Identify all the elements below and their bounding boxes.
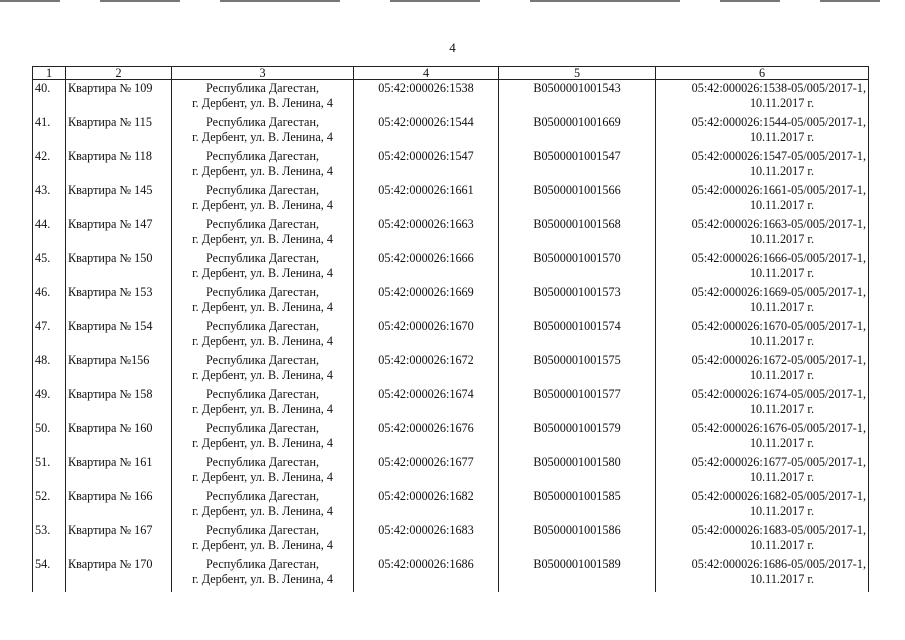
cadastral-number: 05:42:000026:1669 xyxy=(354,284,499,318)
registration-number: 05:42:000026:1670-05/005/2017-1, xyxy=(691,318,866,333)
address-line-1: Республика Дагестан, xyxy=(205,318,320,333)
registration-cell xyxy=(656,114,869,148)
apartment-name: Квартира № 145 xyxy=(66,182,172,216)
registration-date: 10.11.2017 г. xyxy=(749,367,815,382)
registration-number: 05:42:000026:1663-05/005/2017-1, xyxy=(691,216,866,231)
registration-number: 05:42:000026:1661-05/005/2017-1, xyxy=(691,182,866,197)
registry-code: В0500001001577 xyxy=(499,386,656,420)
table-header xyxy=(33,67,869,80)
apartment-name: Квартира № 167 xyxy=(66,522,172,556)
registration-number: 05:42:000026:1547-05/005/2017-1, xyxy=(691,148,866,163)
address-cell xyxy=(172,216,354,250)
cadastral-number: 05:42:000026:1672 xyxy=(354,352,499,386)
address-line-1: Республика Дагестан, xyxy=(205,250,320,265)
table-row xyxy=(33,454,869,488)
registry-code: В0500001001566 xyxy=(499,182,656,216)
column-header-3: 3 xyxy=(172,67,354,80)
apartment-name: Квартира № 166 xyxy=(66,488,172,522)
registration-cell xyxy=(656,182,869,216)
row-number: 51. xyxy=(33,454,66,488)
address-line-2: г. Дербент, ул. В. Ленина, 4 xyxy=(192,299,333,314)
column-header-4: 4 xyxy=(354,67,499,80)
address-cell xyxy=(172,80,354,114)
address-line-1: Республика Дагестан, xyxy=(205,522,320,537)
apartment-name: Квартира №156 xyxy=(66,352,172,386)
row-number: 40. xyxy=(33,80,66,114)
address-line-1: Республика Дагестан, xyxy=(205,148,320,163)
registration-cell xyxy=(656,386,869,420)
apartment-name: Квартира № 153 xyxy=(66,284,172,318)
address-line-1: Республика Дагестан, xyxy=(205,352,320,367)
registration-date: 10.11.2017 г. xyxy=(749,231,815,246)
registration-date: 10.11.2017 г. xyxy=(749,401,815,416)
address-line-1: Республика Дагестан, xyxy=(205,556,320,571)
address-cell xyxy=(172,420,354,454)
row-number: 42. xyxy=(33,148,66,182)
registration-number: 05:42:000026:1674-05/005/2017-1, xyxy=(691,386,866,401)
cadastral-number: 05:42:000026:1670 xyxy=(354,318,499,352)
apartment-name: Квартира № 147 xyxy=(66,216,172,250)
cadastral-number: 05:42:000026:1682 xyxy=(354,488,499,522)
registry-code: В0500001001573 xyxy=(499,284,656,318)
row-number: 44. xyxy=(33,216,66,250)
address-cell xyxy=(172,250,354,284)
address-line-2: г. Дербент, ул. В. Ленина, 4 xyxy=(192,333,333,348)
row-number: 50. xyxy=(33,420,66,454)
registration-cell xyxy=(656,454,869,488)
row-number: 54. xyxy=(33,556,66,592)
registration-date: 10.11.2017 г. xyxy=(749,435,815,450)
table-row xyxy=(33,556,869,592)
registration-cell xyxy=(656,318,869,352)
cadastral-number: 05:42:000026:1674 xyxy=(354,386,499,420)
registration-date: 10.11.2017 г. xyxy=(749,469,815,484)
address-line-1: Республика Дагестан, xyxy=(205,81,320,95)
cadastral-number: 05:42:000026:1686 xyxy=(354,556,499,592)
column-header-5: 5 xyxy=(499,67,656,80)
cadastral-number: 05:42:000026:1538 xyxy=(354,80,499,114)
address-line-2: г. Дербент, ул. В. Ленина, 4 xyxy=(192,163,333,178)
registration-number: 05:42:000026:1666-05/005/2017-1, xyxy=(691,250,866,265)
registration-cell xyxy=(656,148,869,182)
registration-number: 05:42:000026:1676-05/005/2017-1, xyxy=(691,420,866,435)
registry-code: В0500001001585 xyxy=(499,488,656,522)
table-row xyxy=(33,216,869,250)
address-line-1: Республика Дагестан, xyxy=(205,488,320,503)
registration-cell xyxy=(656,216,869,250)
row-number: 46. xyxy=(33,284,66,318)
registration-date: 10.11.2017 г. xyxy=(749,537,815,552)
row-number: 41. xyxy=(33,114,66,148)
table-row xyxy=(33,284,869,318)
registration-date: 10.11.2017 г. xyxy=(749,503,815,518)
column-header-2: 2 xyxy=(66,67,172,80)
registry-code: В0500001001580 xyxy=(499,454,656,488)
row-number: 43. xyxy=(33,182,66,216)
registration-date: 10.11.2017 г. xyxy=(749,299,815,314)
table-row xyxy=(33,250,869,284)
registration-cell xyxy=(656,488,869,522)
apartment-name: Квартира № 160 xyxy=(66,420,172,454)
registration-number: 05:42:000026:1544-05/005/2017-1, xyxy=(691,114,866,129)
address-cell xyxy=(172,454,354,488)
address-cell xyxy=(172,284,354,318)
address-line-1: Республика Дагестан, xyxy=(205,284,320,299)
registry-code: В0500001001586 xyxy=(499,522,656,556)
registration-cell xyxy=(656,250,869,284)
registry-code: В0500001001570 xyxy=(499,250,656,284)
page-number: 4 xyxy=(449,40,456,55)
address-line-2: г. Дербент, ул. В. Ленина, 4 xyxy=(192,265,333,280)
address-cell xyxy=(172,114,354,148)
table-row xyxy=(33,80,869,114)
registration-cell xyxy=(656,80,869,114)
address-line-2: г. Дербент, ул. В. Ленина, 4 xyxy=(192,231,333,246)
address-cell xyxy=(172,182,354,216)
cadastral-number: 05:42:000026:1547 xyxy=(354,148,499,182)
row-number: 47. xyxy=(33,318,66,352)
address-line-1: Республика Дагестан, xyxy=(205,182,320,197)
registration-number: 05:42:000026:1538-05/005/2017-1, xyxy=(691,81,866,95)
cadastral-number: 05:42:000026:1663 xyxy=(354,216,499,250)
registration-date: 10.11.2017 г. xyxy=(749,129,815,144)
address-cell xyxy=(172,522,354,556)
registration-date: 10.11.2017 г. xyxy=(749,163,815,178)
table-row xyxy=(33,488,869,522)
registration-date: 10.11.2017 г. xyxy=(749,333,815,348)
address-line-2: г. Дербент, ул. В. Ленина, 4 xyxy=(192,367,333,382)
table-row xyxy=(33,352,869,386)
cadastral-number: 05:42:000026:1677 xyxy=(354,454,499,488)
cadastral-number: 05:42:000026:1683 xyxy=(354,522,499,556)
address-line-2: г. Дербент, ул. В. Ленина, 4 xyxy=(192,503,333,518)
registration-date: 10.11.2017 г. xyxy=(749,265,815,280)
address-line-2: г. Дербент, ул. В. Ленина, 4 xyxy=(192,129,333,144)
address-cell xyxy=(172,148,354,182)
registry-code: В0500001001547 xyxy=(499,148,656,182)
table-body xyxy=(33,80,869,592)
apartment-name: Квартира № 150 xyxy=(66,250,172,284)
address-line-1: Республика Дагестан, xyxy=(205,386,320,401)
address-line-1: Республика Дагестан, xyxy=(205,454,320,469)
row-number: 49. xyxy=(33,386,66,420)
table-row xyxy=(33,522,869,556)
cadastral-number: 05:42:000026:1661 xyxy=(354,182,499,216)
registration-cell xyxy=(656,352,869,386)
table-row xyxy=(33,182,869,216)
table-row xyxy=(33,114,869,148)
apartment-name: Квартира № 109 xyxy=(66,80,172,114)
registry-code: В0500001001579 xyxy=(499,420,656,454)
row-number: 45. xyxy=(33,250,66,284)
table-row xyxy=(33,148,869,182)
registration-cell xyxy=(656,284,869,318)
registration-date: 10.11.2017 г. xyxy=(749,571,815,586)
row-number: 53. xyxy=(33,522,66,556)
apartment-name: Квартира № 161 xyxy=(66,454,172,488)
address-line-2: г. Дербент, ул. В. Ленина, 4 xyxy=(192,197,333,212)
registration-number: 05:42:000026:1686-05/005/2017-1, xyxy=(691,556,866,571)
table-row xyxy=(33,420,869,454)
apartment-name: Квартира № 158 xyxy=(66,386,172,420)
address-line-2: г. Дербент, ул. В. Ленина, 4 xyxy=(192,571,333,586)
address-line-2: г. Дербент, ул. В. Ленина, 4 xyxy=(192,435,333,450)
cadastral-number: 05:42:000026:1544 xyxy=(354,114,499,148)
column-header-6: 6 xyxy=(656,67,869,80)
registration-number: 05:42:000026:1672-05/005/2017-1, xyxy=(691,352,866,367)
address-line-1: Республика Дагестан, xyxy=(205,216,320,231)
registration-number: 05:42:000026:1677-05/005/2017-1, xyxy=(691,454,866,469)
row-number: 52. xyxy=(33,488,66,522)
address-cell xyxy=(172,556,354,592)
registry-code: В0500001001669 xyxy=(499,114,656,148)
address-cell xyxy=(172,488,354,522)
registry-code: В0500001001568 xyxy=(499,216,656,250)
address-cell xyxy=(172,318,354,352)
address-cell xyxy=(172,352,354,386)
cadastral-number: 05:42:000026:1676 xyxy=(354,420,499,454)
registration-cell xyxy=(656,522,869,556)
address-line-1: Республика Дагестан, xyxy=(205,114,320,129)
registry-code: В0500001001543 xyxy=(499,80,656,114)
registry-code: В0500001001574 xyxy=(499,318,656,352)
apartment-name: Квартира № 118 xyxy=(66,148,172,182)
registration-cell xyxy=(656,420,869,454)
scan-edge-marks xyxy=(0,0,905,3)
address-line-2: г. Дербент, ул. В. Ленина, 4 xyxy=(192,401,333,416)
registry-code: В0500001001589 xyxy=(499,556,656,592)
registration-cell xyxy=(656,556,869,592)
registration-number: 05:42:000026:1682-05/005/2017-1, xyxy=(691,488,866,503)
column-header-1: 1 xyxy=(33,67,66,80)
table-row xyxy=(33,386,869,420)
registration-date: 10.11.2017 г. xyxy=(749,96,815,110)
header-row xyxy=(33,67,869,80)
registration-number: 05:42:000026:1683-05/005/2017-1, xyxy=(691,522,866,537)
property-registry-table xyxy=(32,66,869,592)
table-row xyxy=(33,318,869,352)
cadastral-number: 05:42:000026:1666 xyxy=(354,250,499,284)
registration-number: 05:42:000026:1669-05/005/2017-1, xyxy=(691,284,866,299)
apartment-name: Квартира № 115 xyxy=(66,114,172,148)
address-line-2: г. Дербент, ул. В. Ленина, 4 xyxy=(192,469,333,484)
registry-code: В0500001001575 xyxy=(499,352,656,386)
address-line-2: г. Дербент, ул. В. Ленина, 4 xyxy=(192,96,333,110)
row-number: 48. xyxy=(33,352,66,386)
registration-date: 10.11.2017 г. xyxy=(749,197,815,212)
apartment-name: Квартира № 154 xyxy=(66,318,172,352)
address-line-2: г. Дербент, ул. В. Ленина, 4 xyxy=(192,537,333,552)
address-cell xyxy=(172,386,354,420)
apartment-name: Квартира № 170 xyxy=(66,556,172,592)
address-line-1: Республика Дагестан, xyxy=(205,420,320,435)
